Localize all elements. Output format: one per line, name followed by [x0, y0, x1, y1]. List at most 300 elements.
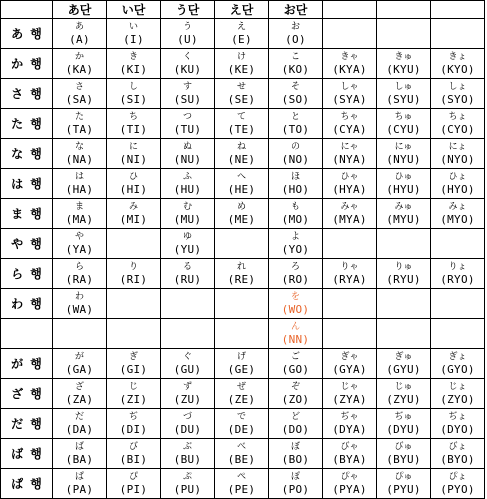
- kana-char: む: [182, 201, 192, 212]
- kana-cell: [377, 319, 431, 349]
- kana-cell: [377, 409, 431, 439]
- romanization: (NA): [65, 152, 94, 166]
- kana-cell: [53, 469, 107, 499]
- kana-char: で: [236, 411, 246, 422]
- kana-char: びゅ: [394, 441, 413, 452]
- kana-cell: [269, 439, 323, 469]
- kana-char: ぢ: [128, 411, 138, 422]
- kana-cell: [107, 139, 161, 169]
- kana-cell: [107, 229, 161, 259]
- kana-char: れ: [236, 261, 246, 272]
- kana-cell: [161, 439, 215, 469]
- table-row: [1, 379, 485, 409]
- kana-cell: [323, 349, 377, 379]
- column-header: [323, 1, 377, 19]
- romanization: (DO): [281, 422, 310, 436]
- kana-cell: [323, 79, 377, 109]
- kana-char: ぷ: [182, 471, 192, 482]
- kana-cell: [269, 319, 323, 349]
- kana-char: わ: [74, 291, 84, 302]
- romanization: (BE): [227, 452, 256, 466]
- kana-cell: [323, 319, 377, 349]
- kana-cell: [377, 199, 431, 229]
- kana-cell: [107, 289, 161, 319]
- kana-cell: [107, 169, 161, 199]
- kana-char: ず: [182, 381, 192, 392]
- romanization: (KU): [173, 62, 202, 76]
- romanization: (ZYO): [440, 392, 475, 406]
- kana-char: ひゅ: [394, 171, 413, 182]
- romanization: (CYA): [332, 122, 367, 136]
- kana-cell: [269, 229, 323, 259]
- romanization: (SO): [281, 92, 310, 106]
- romanization: (ME): [227, 212, 256, 226]
- kana-cell: [431, 109, 485, 139]
- romanization: (KYA): [332, 62, 367, 76]
- kana-char: きょ: [448, 51, 467, 62]
- kana-char: ぴ: [128, 471, 138, 482]
- kana-char: きゃ: [340, 51, 359, 62]
- romanization: (GYO): [440, 362, 475, 376]
- kana-char: にゅ: [394, 141, 413, 152]
- romanization: (DE): [227, 422, 256, 436]
- romanization: (HYO): [440, 182, 475, 196]
- romanization: (MYU): [386, 212, 421, 226]
- romanization: (PO): [281, 482, 310, 496]
- romanization: (WO): [281, 302, 310, 316]
- romanization: (SYO): [440, 92, 475, 106]
- kana-char: ぎ: [128, 351, 138, 362]
- kana-char: の: [290, 141, 300, 152]
- romanization: (BA): [65, 452, 94, 466]
- kana-char: ご: [290, 351, 300, 362]
- kana-cell: [215, 379, 269, 409]
- kana-char: びゃ: [340, 441, 359, 452]
- kana-cell: [53, 109, 107, 139]
- kana-char: ぽ: [290, 471, 300, 482]
- romanization: (NI): [119, 152, 148, 166]
- romanization: (PE): [227, 482, 256, 496]
- kana-cell: [323, 139, 377, 169]
- kana-cell: [431, 169, 485, 199]
- kana-cell: [53, 259, 107, 289]
- kana-cell: [323, 199, 377, 229]
- kana-char: ね: [236, 141, 246, 152]
- kana-char: ぜ: [236, 381, 246, 392]
- romanization: (HE): [227, 182, 256, 196]
- kana-char: と: [290, 111, 300, 122]
- column-header: あ단: [53, 1, 107, 19]
- kana-char: ぱ: [74, 471, 84, 482]
- kana-char: へ: [236, 171, 246, 182]
- romanization: (ZA): [65, 392, 94, 406]
- romanization: (BYA): [332, 452, 367, 466]
- romanization: (ZI): [119, 392, 148, 406]
- row-header: ら 행: [1, 259, 53, 289]
- romanization: (BI): [119, 452, 148, 466]
- romanization: (KA): [65, 62, 94, 76]
- kana-char: しゃ: [340, 81, 359, 92]
- kana-cell: [323, 229, 377, 259]
- corner-cell: [1, 1, 53, 19]
- kana-cell: [215, 229, 269, 259]
- kana-char: ば: [74, 441, 84, 452]
- kana-char: い: [128, 21, 138, 32]
- romanization: (MU): [173, 212, 202, 226]
- kana-char: え: [236, 21, 246, 32]
- kana-cell: [215, 199, 269, 229]
- column-header: [377, 1, 431, 19]
- kana-cell: [161, 139, 215, 169]
- kana-char: な: [74, 141, 84, 152]
- romanization: (GE): [227, 362, 256, 376]
- kana-cell: [107, 109, 161, 139]
- kana-cell: [53, 139, 107, 169]
- kana-cell: [161, 259, 215, 289]
- kana-cell: [161, 319, 215, 349]
- column-header: お단: [269, 1, 323, 19]
- kana-cell: [161, 379, 215, 409]
- kana-cell: [53, 199, 107, 229]
- kana-char: ひょ: [448, 171, 467, 182]
- row-header: [1, 319, 53, 349]
- kana-cell: [377, 49, 431, 79]
- kana-char: く: [182, 51, 192, 62]
- kana-char: づ: [182, 411, 192, 422]
- kana-char: ゆ: [182, 231, 192, 242]
- romanization: (CYO): [440, 122, 475, 136]
- row-header: だ 행: [1, 409, 53, 439]
- romanization: (BO): [281, 452, 310, 466]
- kana-char: ぎょ: [448, 351, 467, 362]
- kana-char: ぼ: [290, 441, 300, 452]
- kana-cell: [107, 409, 161, 439]
- romanization: (KYO): [440, 62, 475, 76]
- romanization: (NO): [281, 152, 310, 166]
- romanization: (GI): [119, 362, 148, 376]
- kana-char: み: [128, 201, 138, 212]
- romanization: (SI): [119, 92, 148, 106]
- kana-char: す: [182, 81, 192, 92]
- kana-cell: [53, 319, 107, 349]
- kana-char: きゅ: [394, 51, 413, 62]
- kana-cell: [431, 439, 485, 469]
- romanization: (WA): [65, 302, 94, 316]
- romanization: (PI): [119, 482, 148, 496]
- romanization: (HYA): [332, 182, 367, 196]
- kana-char: ほ: [290, 171, 300, 182]
- romanization: (RYA): [332, 272, 367, 286]
- kana-cell: [53, 169, 107, 199]
- kana-cell: [107, 49, 161, 79]
- romanization: (GYA): [332, 362, 367, 376]
- romanization: (RO): [281, 272, 310, 286]
- table-row: [1, 109, 485, 139]
- kana-char: みょ: [448, 201, 467, 212]
- kana-cell: [323, 469, 377, 499]
- kana-cell: [323, 379, 377, 409]
- romanization: (U): [177, 32, 198, 46]
- romanization: (KO): [281, 62, 310, 76]
- kana-cell: [269, 289, 323, 319]
- kana-char: みゃ: [340, 201, 359, 212]
- kana-char: う: [182, 21, 192, 32]
- table-row: [1, 439, 485, 469]
- romanization: (MYA): [332, 212, 367, 226]
- kana-char: ん: [290, 321, 300, 332]
- row-header: あ 행: [1, 19, 53, 49]
- romanization: (DI): [119, 422, 148, 436]
- romanization: (PU): [173, 482, 202, 496]
- kana-char: だ: [74, 411, 84, 422]
- kana-char: じょ: [448, 381, 467, 392]
- kana-cell: [107, 319, 161, 349]
- kana-char: ぞ: [290, 381, 300, 392]
- kana-cell: [323, 409, 377, 439]
- kana-cell: [431, 139, 485, 169]
- table-row: [1, 349, 485, 379]
- kana-cell: [161, 229, 215, 259]
- romanization: (O): [285, 32, 306, 46]
- kana-char: ぢゃ: [340, 411, 359, 422]
- kana-char: べ: [236, 441, 246, 452]
- kana-char: を: [290, 291, 300, 302]
- kana-cell: [431, 49, 485, 79]
- kana-char: ちゅ: [394, 111, 413, 122]
- romanization: (RA): [65, 272, 94, 286]
- romanization: (RI): [119, 272, 148, 286]
- romanization: (TU): [173, 122, 202, 136]
- romanization: (DYU): [386, 422, 421, 436]
- kana-char: ぺ: [236, 471, 246, 482]
- kana-char: ら: [74, 261, 84, 272]
- kana-cell: [431, 19, 485, 49]
- romanization: (ZYA): [332, 392, 367, 406]
- table-row: [1, 139, 485, 169]
- kana-cell: [161, 349, 215, 379]
- kana-char: しょ: [448, 81, 467, 92]
- kana-char: や: [74, 231, 84, 242]
- romanization: (GU): [173, 362, 202, 376]
- kana-cell: [215, 289, 269, 319]
- kana-cell: [269, 109, 323, 139]
- romanization: (NN): [281, 332, 310, 346]
- romanization: (PYA): [332, 482, 367, 496]
- romanization: (MI): [119, 212, 148, 226]
- romanization: (ZYU): [386, 392, 421, 406]
- kana-cell: [377, 259, 431, 289]
- kana-char: び: [128, 441, 138, 452]
- kana-char: りゃ: [340, 261, 359, 272]
- kana-cell: [53, 439, 107, 469]
- romanization: (RYO): [440, 272, 475, 286]
- kana-char: せ: [236, 81, 246, 92]
- romanization: (GA): [65, 362, 94, 376]
- romanization: (DU): [173, 422, 202, 436]
- romanization: (NYU): [386, 152, 421, 166]
- kana-char: さ: [74, 81, 84, 92]
- romanization: (GO): [281, 362, 310, 376]
- kana-cell: [215, 259, 269, 289]
- kana-cell: [215, 79, 269, 109]
- kana-cell: [215, 19, 269, 49]
- romanization: (DYA): [332, 422, 367, 436]
- row-header: が 행: [1, 349, 53, 379]
- kana-cell: [215, 469, 269, 499]
- romanization: (KI): [119, 62, 148, 76]
- row-header: や 행: [1, 229, 53, 259]
- row-header: か 행: [1, 49, 53, 79]
- kana-char: りゅ: [394, 261, 413, 272]
- romanization: (GYU): [386, 362, 421, 376]
- kana-cell: [431, 199, 485, 229]
- kana-char: そ: [290, 81, 300, 92]
- romanization: (KYU): [386, 62, 421, 76]
- kana-cell: [431, 229, 485, 259]
- kana-char: に: [128, 141, 138, 152]
- kana-char: よ: [290, 231, 300, 242]
- kana-cell: [53, 49, 107, 79]
- kana-char: ふ: [182, 171, 192, 182]
- kana-table-body: [1, 19, 485, 499]
- kana-cell: [161, 109, 215, 139]
- romanization: (NYA): [332, 152, 367, 166]
- kana-char: も: [290, 201, 300, 212]
- romanization: (RU): [173, 272, 202, 286]
- table-row: [1, 319, 485, 349]
- romanization: (HU): [173, 182, 202, 196]
- kana-cell: [377, 289, 431, 319]
- kana-char: ち: [128, 111, 138, 122]
- romanization: (ZO): [281, 392, 310, 406]
- table-row: [1, 259, 485, 289]
- kana-char: は: [74, 171, 84, 182]
- kana-cell: [431, 259, 485, 289]
- table-row: [1, 199, 485, 229]
- kana-cell: [161, 199, 215, 229]
- kana-cell: [269, 469, 323, 499]
- kana-cell: [377, 349, 431, 379]
- kana-cell: [215, 319, 269, 349]
- kana-char: つ: [182, 111, 192, 122]
- kana-char: り: [128, 261, 138, 272]
- kana-cell: [377, 109, 431, 139]
- column-header: い단: [107, 1, 161, 19]
- kana-cell: [215, 169, 269, 199]
- kana-cell: [215, 409, 269, 439]
- row-header: さ 행: [1, 79, 53, 109]
- kana-cell: [431, 409, 485, 439]
- romanization: (ZE): [227, 392, 256, 406]
- kana-char: ぢょ: [448, 411, 467, 422]
- kana-cell: [161, 169, 215, 199]
- kana-char: ぶ: [182, 441, 192, 452]
- row-header: ま 행: [1, 199, 53, 229]
- romanization: (NU): [173, 152, 202, 166]
- kana-cell: [53, 409, 107, 439]
- table-row: [1, 169, 485, 199]
- kana-cell: [431, 469, 485, 499]
- romanization: (HA): [65, 182, 94, 196]
- column-header-row: [1, 1, 485, 19]
- romanization: (PYU): [386, 482, 421, 496]
- kana-cell: [269, 259, 323, 289]
- row-header: ぱ 행: [1, 469, 53, 499]
- kana-cell: [107, 349, 161, 379]
- kana-cell: [269, 49, 323, 79]
- kana-char: ろ: [290, 261, 300, 272]
- row-header: な 행: [1, 139, 53, 169]
- romanization: (NYO): [440, 152, 475, 166]
- table-row: [1, 19, 485, 49]
- kana-char: ぎゃ: [340, 351, 359, 362]
- kana-cell: [269, 409, 323, 439]
- kana-cell: [431, 79, 485, 109]
- romanization: (YU): [173, 242, 202, 256]
- kana-cell: [431, 349, 485, 379]
- table-row: [1, 289, 485, 319]
- kana-cell: [107, 259, 161, 289]
- romanization: (A): [69, 32, 90, 46]
- table-row: [1, 49, 485, 79]
- romanization: (MA): [65, 212, 94, 226]
- romanization: (SYA): [332, 92, 367, 106]
- romanization: (ZU): [173, 392, 202, 406]
- kana-cell: [215, 349, 269, 379]
- romanization: (TA): [65, 122, 94, 136]
- kana-char: こ: [290, 51, 300, 62]
- kana-char: ど: [290, 411, 300, 422]
- kana-char: ま: [74, 201, 84, 212]
- column-header: え단: [215, 1, 269, 19]
- kana-cell: [53, 289, 107, 319]
- kana-char: にょ: [448, 141, 467, 152]
- kana-char: ちょ: [448, 111, 467, 122]
- table-row: [1, 229, 485, 259]
- kana-cell: [323, 289, 377, 319]
- kana-cell: [107, 469, 161, 499]
- kana-char: か: [74, 51, 84, 62]
- kana-cell: [269, 169, 323, 199]
- kana-char: ぢゅ: [394, 411, 413, 422]
- table-row: [1, 79, 485, 109]
- kana-cell: [323, 259, 377, 289]
- kana-cell: [53, 229, 107, 259]
- kana-cell: [431, 379, 485, 409]
- romanization: (SYU): [386, 92, 421, 106]
- kana-char: る: [182, 261, 192, 272]
- kana-cell: [431, 289, 485, 319]
- kana-char: りょ: [448, 261, 467, 272]
- kana-char: ぬ: [182, 141, 192, 152]
- romanization: (TE): [227, 122, 256, 136]
- table-row: [1, 469, 485, 499]
- romanization: (TI): [119, 122, 148, 136]
- kana-char: ぎゅ: [394, 351, 413, 362]
- kana-char: け: [236, 51, 246, 62]
- kana-char: びょ: [448, 441, 467, 452]
- kana-cell: [269, 349, 323, 379]
- kana-char: し: [128, 81, 138, 92]
- kana-cell: [377, 139, 431, 169]
- row-header: わ 행: [1, 289, 53, 319]
- column-header: [431, 1, 485, 19]
- kana-cell: [107, 379, 161, 409]
- kana-char: じゃ: [340, 381, 359, 392]
- romanization: (MO): [281, 212, 310, 226]
- kana-cell: [323, 19, 377, 49]
- kana-cell: [53, 19, 107, 49]
